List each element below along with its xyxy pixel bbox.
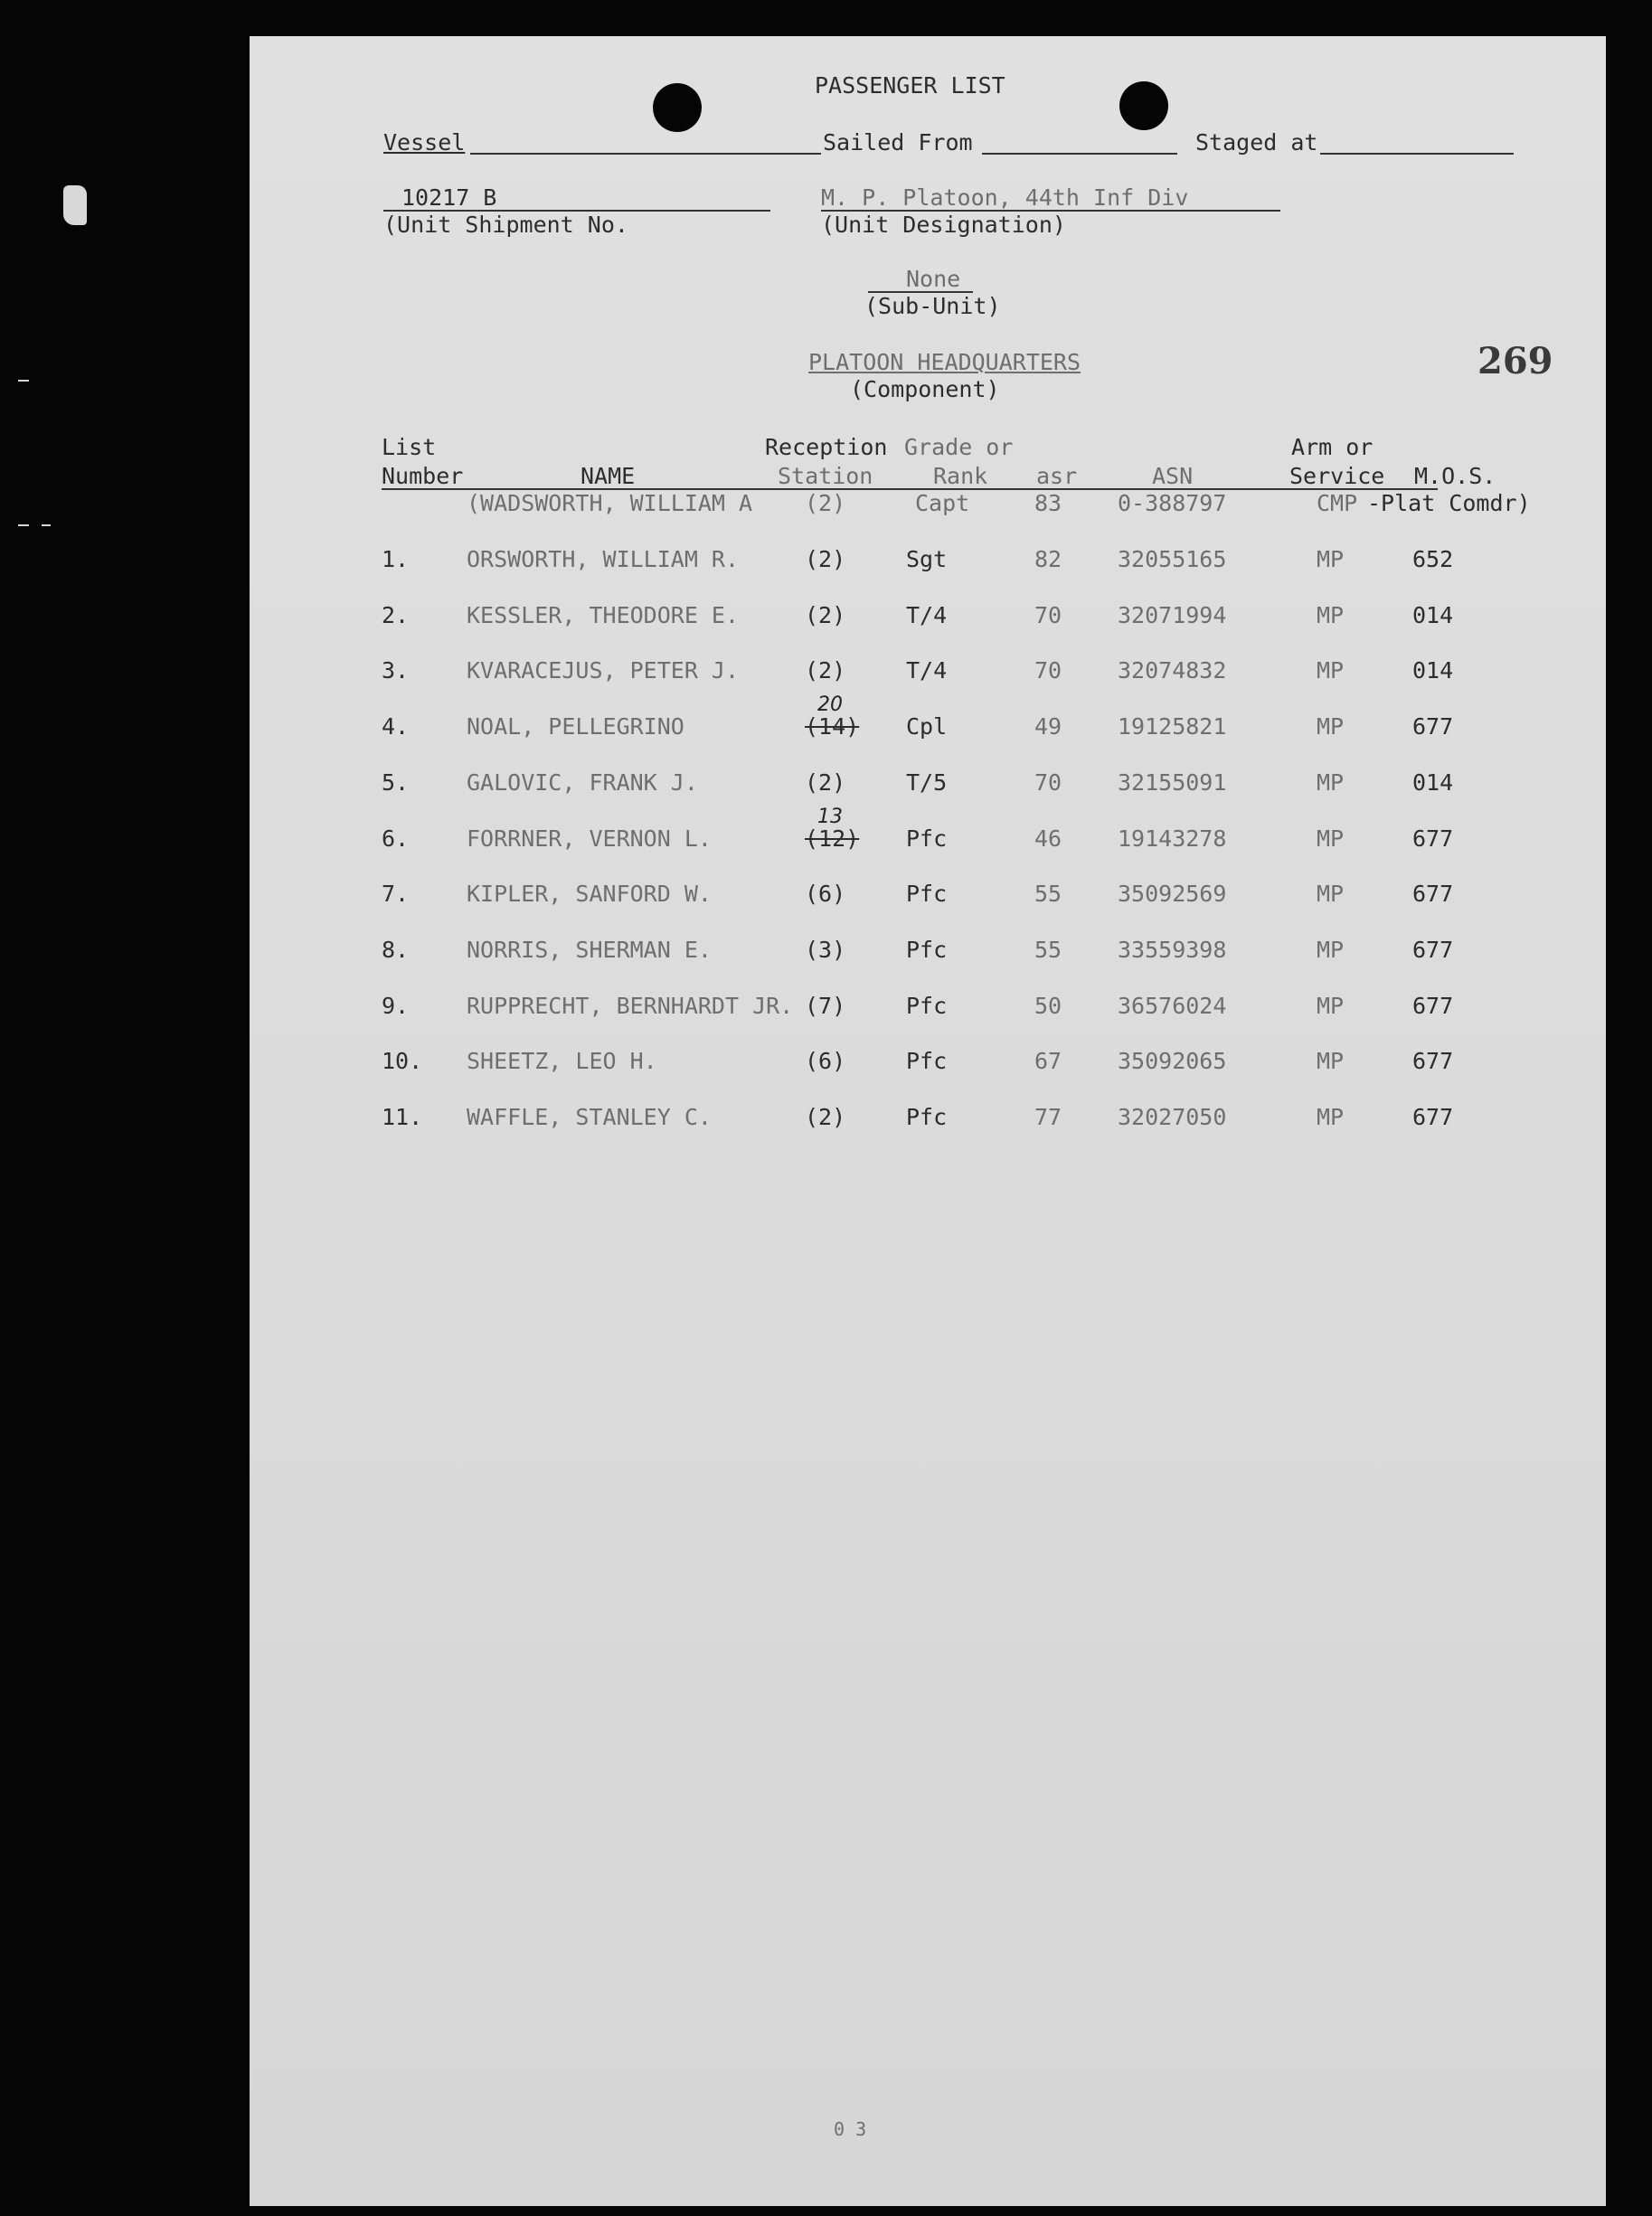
cell-arm: MP xyxy=(1317,602,1345,628)
cell-mos: 014 xyxy=(1412,657,1454,684)
cell-mos: 677 xyxy=(1412,993,1454,1019)
unit-shipment-no: 10217 B xyxy=(401,184,497,211)
punch-hole xyxy=(653,83,702,132)
cell-asn: 19143278 xyxy=(1118,825,1227,852)
cell-asr: 55 xyxy=(1034,881,1062,907)
cell-name: KIPLER, SANFORD W. xyxy=(467,881,712,907)
col-list-top: List xyxy=(382,434,437,460)
cell-num: 4. xyxy=(382,713,410,740)
film-speck xyxy=(18,524,29,526)
col-name: NAME xyxy=(581,463,636,489)
cell-asr: 49 xyxy=(1034,713,1062,740)
cell-asr: 50 xyxy=(1034,993,1062,1019)
cell-num: 3. xyxy=(382,657,410,684)
cell-num: 1. xyxy=(382,546,410,572)
footer-mark: 0 3 xyxy=(834,2118,867,2140)
cell-arm: MP xyxy=(1317,825,1345,852)
officer-rank: Capt xyxy=(915,490,970,516)
cell-asn: 32074832 xyxy=(1118,657,1227,684)
cell-arm: MP xyxy=(1317,1104,1345,1130)
cell-mos: 652 xyxy=(1412,546,1454,572)
cell-num: 8. xyxy=(382,937,410,963)
cell-station: (2) xyxy=(805,602,846,628)
cell-asn: 32055165 xyxy=(1118,546,1227,572)
col-asn: ASN xyxy=(1152,463,1194,489)
col-reception-bottom: Station xyxy=(778,463,873,489)
cell-asr: 70 xyxy=(1034,769,1062,796)
cell-num: 5. xyxy=(382,769,410,796)
col-mos: M.O.S. xyxy=(1414,463,1496,489)
cell-name: NORRIS, SHERMAN E. xyxy=(467,937,712,963)
page-title: PASSENGER LIST xyxy=(815,72,1005,99)
cell-asr: 82 xyxy=(1034,546,1062,572)
cell-mos: 677 xyxy=(1412,713,1454,740)
cell-mos: 014 xyxy=(1412,769,1454,796)
cell-rank: Pfc xyxy=(906,881,948,907)
cell-num: 10. xyxy=(382,1048,423,1074)
cell-name: KVARACEJUS, PETER J. xyxy=(467,657,740,684)
col-list-bottom: Number xyxy=(382,463,464,489)
passenger-list-page xyxy=(250,36,1606,2206)
cell-station: (6) xyxy=(805,881,846,907)
cell-arm: MP xyxy=(1317,769,1345,796)
component-label: (Component) xyxy=(850,376,1000,402)
cell-asr: 55 xyxy=(1034,937,1062,963)
cell-mos: 677 xyxy=(1412,1104,1454,1130)
component-value: PLATOON HEADQUARTERS xyxy=(808,349,1081,375)
cell-name: KESSLER, THEODORE E. xyxy=(467,602,740,628)
unit-designation: M. P. Platoon, 44th Inf Div xyxy=(821,184,1189,211)
cell-mos: 677 xyxy=(1412,1048,1454,1074)
sub-unit-label: (Sub-Unit) xyxy=(864,293,1001,319)
cell-asr: 77 xyxy=(1034,1104,1062,1130)
film-speck xyxy=(42,524,51,526)
cell-asn: 32027050 xyxy=(1118,1104,1227,1130)
col-asr: asr xyxy=(1036,463,1078,489)
cell-arm: MP xyxy=(1317,993,1345,1019)
cell-arm: MP xyxy=(1317,937,1345,963)
col-reception-top: Reception xyxy=(765,434,888,460)
cell-name: NOAL, PELLEGRINO xyxy=(467,713,684,740)
staged-at-blank xyxy=(1320,153,1514,155)
cell-station: (2) xyxy=(805,1104,846,1130)
cell-station: (12) xyxy=(805,825,860,852)
cell-station: (3) xyxy=(805,937,846,963)
cell-mos: 677 xyxy=(1412,881,1454,907)
cell-mos: 677 xyxy=(1412,825,1454,852)
cell-mos: 014 xyxy=(1412,602,1454,628)
cell-arm: MP xyxy=(1317,657,1345,684)
officer-station: (2) xyxy=(805,490,846,516)
cell-num: 2. xyxy=(382,602,410,628)
sailed-from-blank xyxy=(982,153,1177,155)
cell-station: (6) xyxy=(805,1048,846,1074)
punch-hole xyxy=(1119,81,1168,130)
sailed-from-label: Sailed From xyxy=(823,129,973,156)
film-speck xyxy=(63,185,87,225)
cell-asn: 36576024 xyxy=(1118,993,1227,1019)
page-number-stamp: 269 xyxy=(1477,340,1553,382)
cell-asn: 19125821 xyxy=(1118,713,1227,740)
cell-asn: 32155091 xyxy=(1118,769,1227,796)
cell-arm: MP xyxy=(1317,546,1345,572)
cell-num: 7. xyxy=(382,881,410,907)
sub-unit-value: None xyxy=(906,266,961,292)
cell-asn: 35092065 xyxy=(1118,1048,1227,1074)
cell-name: ORSWORTH, WILLIAM R. xyxy=(467,546,740,572)
officer-arm: CMP xyxy=(1317,490,1358,516)
col-arm-bottom: Service xyxy=(1289,463,1385,489)
cell-asn: 32071994 xyxy=(1118,602,1227,628)
officer-asr: 83 xyxy=(1034,490,1062,516)
cell-rank: Pfc xyxy=(906,993,948,1019)
cell-rank: Pfc xyxy=(906,825,948,852)
cell-rank: T/4 xyxy=(906,602,948,628)
cell-station: (2) xyxy=(805,657,846,684)
cell-rank: Pfc xyxy=(906,1048,948,1074)
col-grade-bottom: Rank xyxy=(933,463,988,489)
officer-name: (WADSWORTH, WILLIAM A xyxy=(467,490,753,516)
cell-rank: T/4 xyxy=(906,657,948,684)
cell-asr: 67 xyxy=(1034,1048,1062,1074)
cell-rank: T/5 xyxy=(906,769,948,796)
cell-arm: MP xyxy=(1317,1048,1345,1074)
cell-asr: 70 xyxy=(1034,657,1062,684)
cell-arm: MP xyxy=(1317,713,1345,740)
cell-rank: Sgt xyxy=(906,546,948,572)
cell-arm: MP xyxy=(1317,881,1345,907)
vessel-label: Vessel xyxy=(383,129,466,156)
cell-station: (2) xyxy=(805,769,846,796)
handwritten-station-correction: 20 xyxy=(817,693,843,716)
cell-asn: 33559398 xyxy=(1118,937,1227,963)
officer-asn: 0-388797 xyxy=(1118,490,1227,516)
cell-name: SHEETZ, LEO H. xyxy=(467,1048,657,1074)
cell-name: GALOVIC, FRANK J. xyxy=(467,769,698,796)
col-arm-top: Arm or xyxy=(1291,434,1374,460)
cell-station: (2) xyxy=(805,546,846,572)
cell-asr: 46 xyxy=(1034,825,1062,852)
cell-station: (7) xyxy=(805,993,846,1019)
cell-name: FORRNER, VERNON L. xyxy=(467,825,712,852)
cell-name: RUPPRECHT, BERNHARDT JR. xyxy=(467,993,794,1019)
col-grade-top: Grade or xyxy=(904,434,1014,460)
cell-num: 6. xyxy=(382,825,410,852)
film-speck xyxy=(18,380,29,382)
cell-num: 9. xyxy=(382,993,410,1019)
unit-designation-label: (Unit Designation) xyxy=(821,212,1066,238)
handwritten-station-correction: 13 xyxy=(817,806,843,828)
cell-num: 11. xyxy=(382,1104,423,1130)
cell-mos: 677 xyxy=(1412,937,1454,963)
staged-at-label: Staged at xyxy=(1195,129,1318,156)
vessel-blank xyxy=(470,153,821,155)
cell-asn: 35092569 xyxy=(1118,881,1227,907)
cell-name: WAFFLE, STANLEY C. xyxy=(467,1104,712,1130)
cell-station: (14) xyxy=(805,713,860,740)
cell-asr: 70 xyxy=(1034,602,1062,628)
cell-rank: Cpl xyxy=(906,713,948,740)
cell-rank: Pfc xyxy=(906,937,948,963)
officer-mos: -Plat Comdr) xyxy=(1367,490,1531,516)
cell-rank: Pfc xyxy=(906,1104,948,1130)
unit-shipment-label: (Unit Shipment No. xyxy=(383,212,628,238)
